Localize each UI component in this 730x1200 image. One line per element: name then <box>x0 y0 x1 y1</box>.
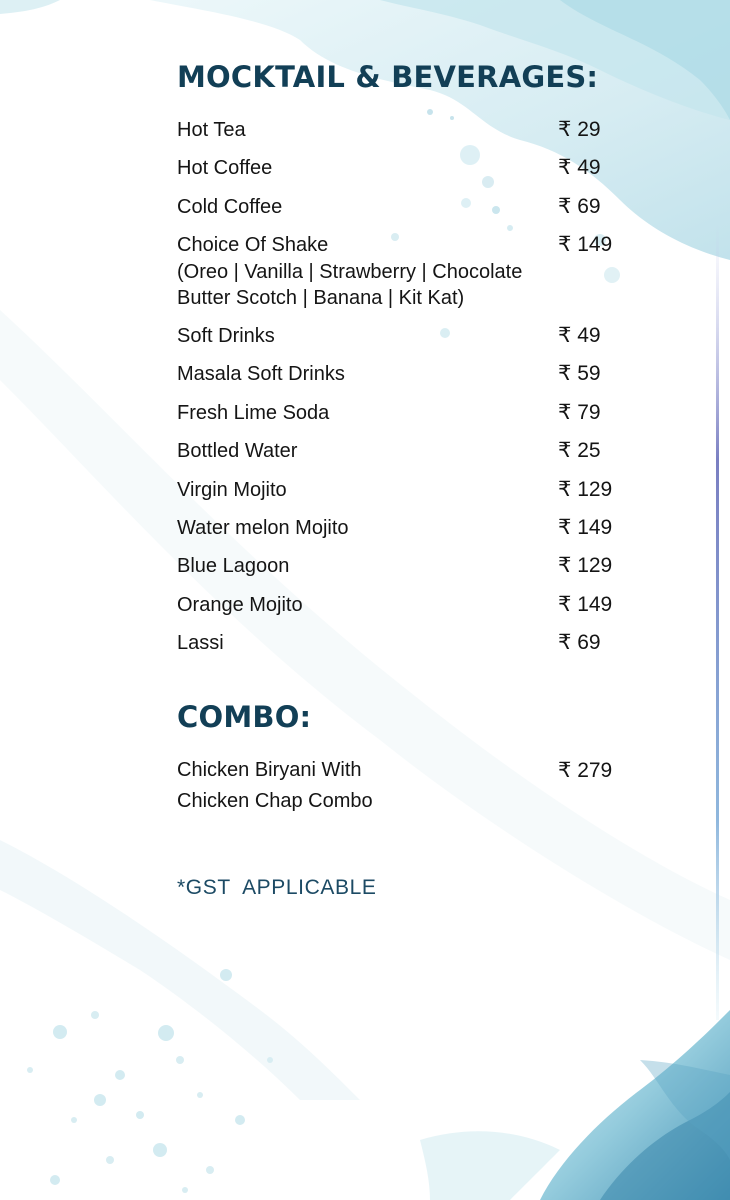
menu-item-price: ₹ 279 <box>558 759 613 782</box>
menu-item-name <box>177 194 282 221</box>
menu-item-name <box>177 232 522 312</box>
menu-item-name-line: Fresh Lime Soda <box>177 402 330 424</box>
menu-item-name-line: Butter Scotch | Banana | Kit Kat) <box>177 287 465 309</box>
menu-item-name-line: Chicken Biryani With <box>177 759 362 781</box>
menu-item-name <box>177 400 329 427</box>
menu-item-price: ₹ 59 <box>558 362 601 385</box>
menu-item-name-line: Water melon Mojito <box>177 517 349 539</box>
menu-item-name-line: Hot Tea <box>177 119 246 141</box>
menu-item-price: ₹ 49 <box>558 324 601 347</box>
menu-item-name <box>177 477 287 504</box>
menu-item-name <box>177 361 345 388</box>
menu-item-name-line: Chicken Chap Combo <box>177 790 373 812</box>
menu-item-name <box>177 553 289 580</box>
menu-item-price: ₹ 29 <box>558 118 601 141</box>
menu-item-name <box>177 515 349 542</box>
menu-item-name-line: Lassi <box>177 632 224 654</box>
menu-item-name-line: Virgin Mojito <box>177 479 287 501</box>
menu-item-name-line: Hot Coffee <box>177 157 273 179</box>
menu-item-price: ₹ 79 <box>558 401 601 424</box>
menu-item-price: ₹ 149 <box>558 516 613 539</box>
menu-item-name <box>177 630 224 657</box>
menu-item-name <box>177 323 275 350</box>
beverages-heading: MOCKTAIL & BEVERAGES: <box>177 60 599 94</box>
menu-item-name-line: Bottled Water <box>177 440 298 462</box>
menu-item-price: ₹ 49 <box>558 156 601 179</box>
menu-item-name <box>177 438 297 465</box>
menu-item-name-line: Orange Mojito <box>177 594 303 616</box>
menu-item-name-line: Blue Lagoon <box>177 555 290 577</box>
menu-item-price: ₹ 69 <box>558 195 601 218</box>
menu-item-price: ₹ 25 <box>558 439 601 462</box>
menu-item-price: ₹ 69 <box>558 631 601 654</box>
menu-item-price: ₹ 129 <box>558 554 613 577</box>
menu-item-name <box>177 592 303 619</box>
menu-item-price: ₹ 149 <box>558 233 613 256</box>
menu-item-name-line: Choice Of Shake <box>177 234 329 256</box>
menu-item-price: ₹ 149 <box>558 593 613 616</box>
gst-note: *GST APPLICABLE <box>177 876 377 899</box>
menu-item-name-line: Masala Soft Drinks <box>177 363 345 385</box>
menu-item-name <box>177 117 246 144</box>
menu-item-name <box>177 755 373 817</box>
menu-item-price: ₹ 129 <box>558 478 613 501</box>
menu-item-name-line: Soft Drinks <box>177 325 275 347</box>
menu-item-name <box>177 155 272 182</box>
menu-item-name-line: (Oreo | Vanilla | Strawberry | Chocolate <box>177 260 523 283</box>
menu-item-name-line: Cold Coffee <box>177 196 283 218</box>
combo-heading: COMBO: <box>177 700 312 734</box>
